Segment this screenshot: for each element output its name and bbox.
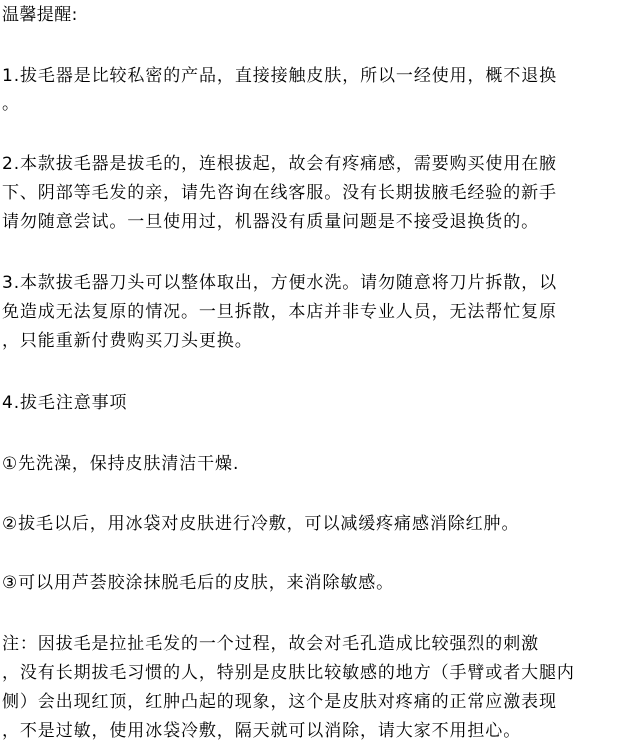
notice-line: ②拔毛以后，用冰袋对皮肤进行冷敷，可以减缓疼痛感消除红肿。	[2, 514, 520, 534]
notice-line: 请勿随意尝试。一旦使用过，机器没有质量问题是不接受退换货的。	[2, 212, 539, 232]
notice-line: 3.本款拔毛器刀头可以整体取出，方便水洗。请勿随意将刀片拆散，以	[2, 273, 558, 293]
notice-line: ，不是过敏，使用冰袋冷敷，隔天就可以消除，请大家不用担心。	[2, 721, 522, 741]
notice-line: 注：因拔毛是拉扯毛发的一个过程，故会对毛孔造成比较强烈的刺激	[2, 634, 539, 654]
notice-line: 侧）会出现红顶，红肿凸起的现象，这个是皮肤对疼痛的正常应激表现	[2, 692, 557, 712]
notice-line: ①先洗澡，保持皮肤清洁干燥.	[2, 454, 240, 474]
notice-line: ，没有长期拔毛习惯的人，特别是皮肤比较敏感的地方（手臂或者大腿内	[2, 663, 575, 683]
notice-title: 温馨提醒:	[2, 5, 78, 25]
notice-line: 免造成无法复原的情况。一旦拆散，本店并非专业人员，无法帮忙复原	[2, 302, 557, 322]
notice-line: ③可以用芦荟胶涂抹脱毛后的皮肤，来消除敏感。	[2, 573, 395, 593]
notice-line: 下、阴部等毛发的亲，请先咨询在线客服。没有长期拔腋毛经验的新手	[2, 183, 557, 203]
notice-line: 4.拔毛注意事项	[2, 393, 128, 413]
notice-line: 2.本款拔毛器是拔毛的，连根拔起，故会有疼痛感，需要购买使用在腋	[2, 154, 558, 174]
notice-line: ，只能重新付费购买刀头更换。	[2, 331, 253, 351]
notice-line: 1.拔毛器是比较私密的产品，直接接触皮肤，所以一经使用，概不退换	[2, 66, 558, 86]
notice-line: 。	[2, 94, 20, 114]
